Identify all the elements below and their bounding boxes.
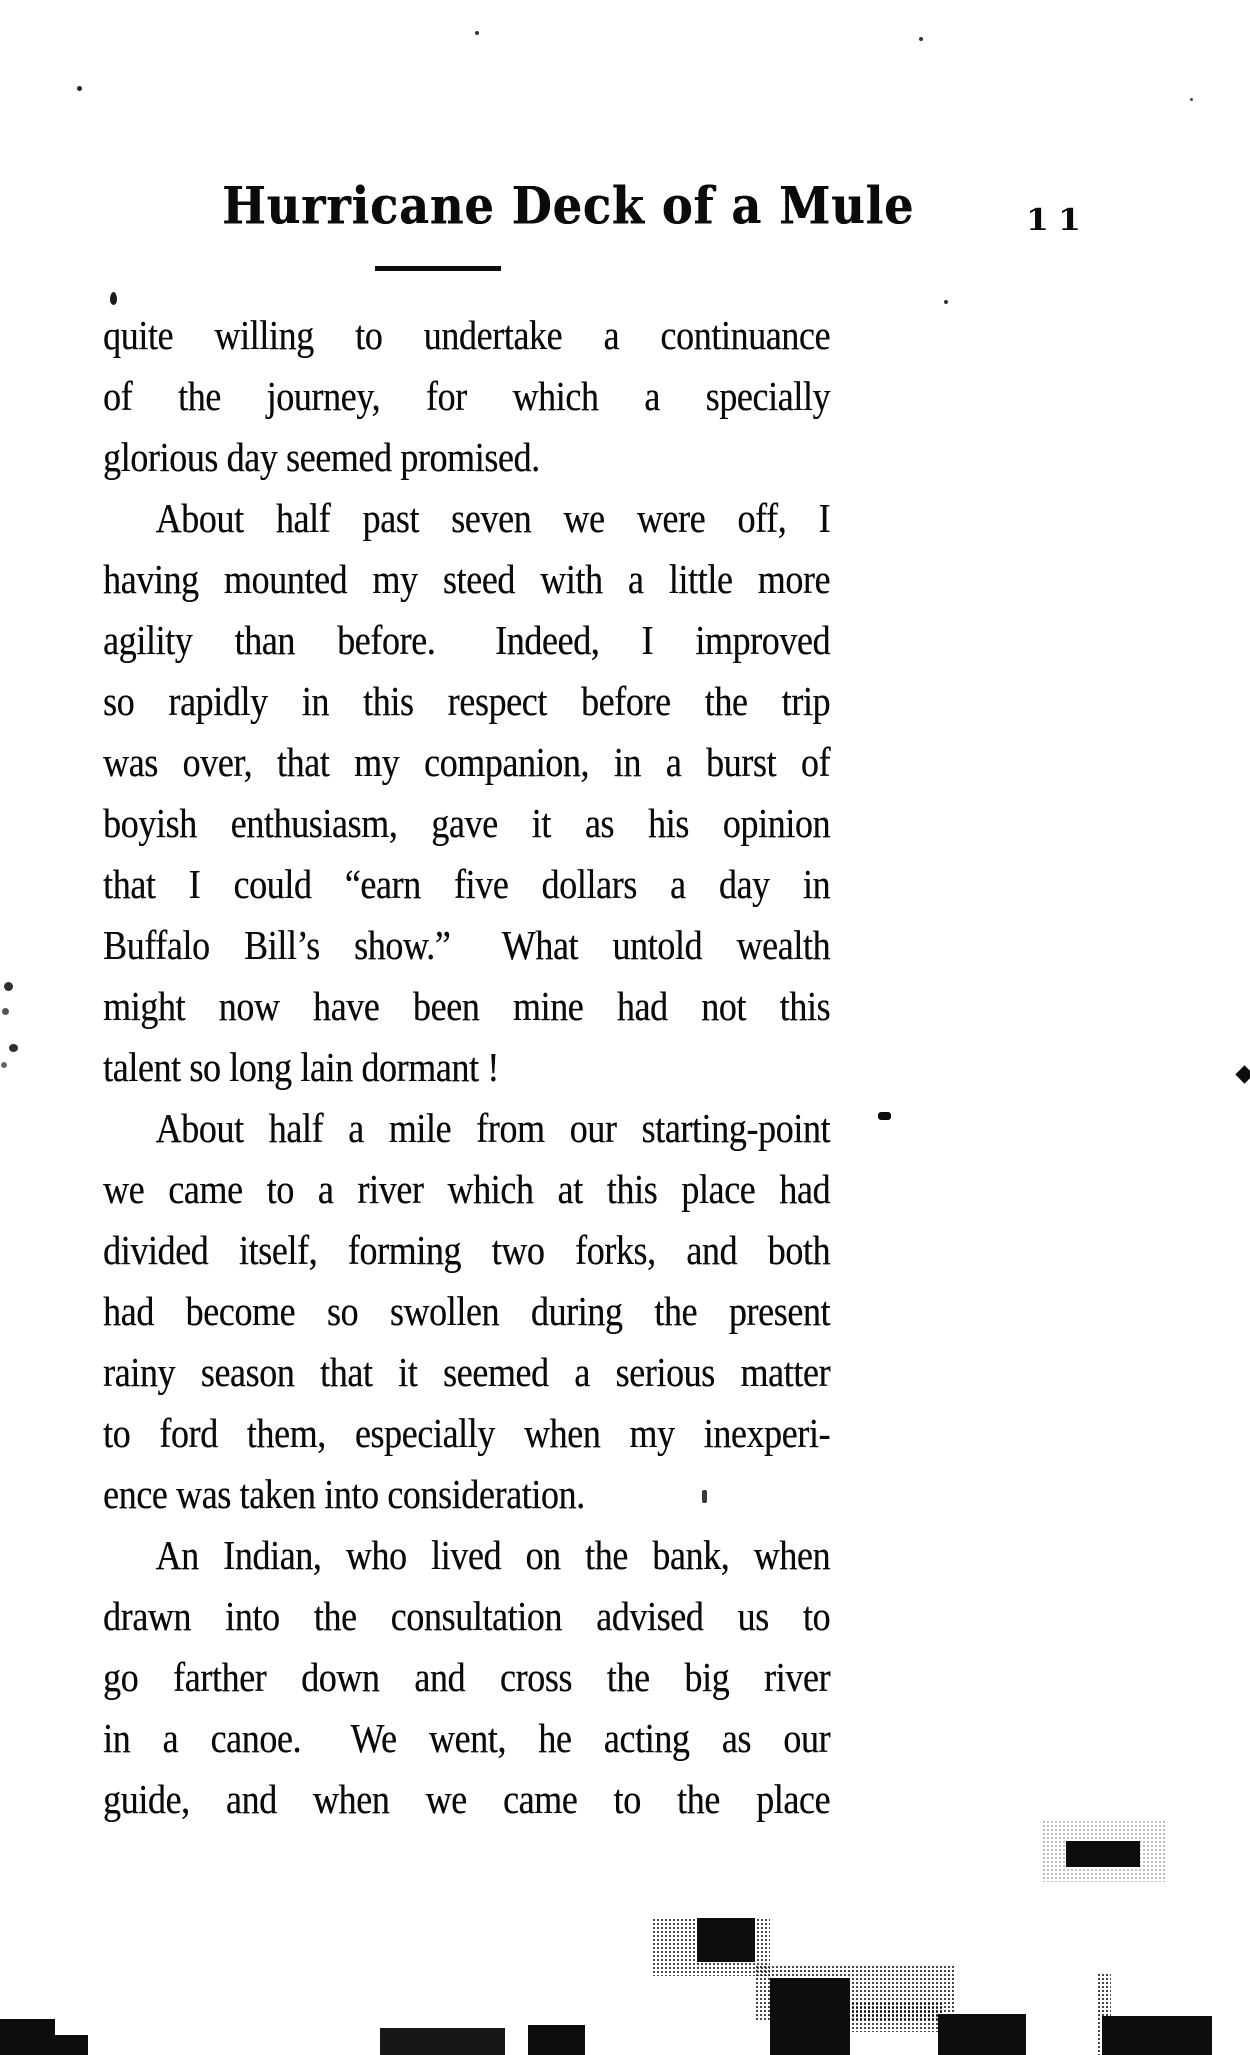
text-line: was over, that my companion, in a burst of bbox=[103, 739, 831, 785]
text-line: agility than before. Indeed, I improved bbox=[103, 617, 831, 663]
ink-blotch bbox=[1102, 2016, 1212, 2055]
ink-blotch bbox=[528, 2025, 585, 2055]
text-line: guide, and when we came to the place bbox=[103, 1776, 831, 1822]
margin-smudge bbox=[9, 1044, 18, 1052]
running-header-title: Hurricane Deck of a Mule bbox=[222, 176, 915, 237]
margin-diamond-mark bbox=[1235, 1065, 1250, 1083]
text-line: in a canoe. We went, he acting as our bbox=[103, 1715, 831, 1761]
scan-noise-mark bbox=[110, 292, 117, 305]
page-text-block bbox=[103, 305, 830, 1830]
text-line: had become so swollen during the present bbox=[103, 1288, 831, 1334]
text-line: An Indian, who lived on the bank, when bbox=[155, 1532, 831, 1578]
text-line: talent so long lain dormant ! bbox=[103, 1044, 499, 1090]
ink-blotch-corner bbox=[0, 2035, 88, 2055]
margin-smudge bbox=[2, 1008, 9, 1015]
text-line: go farther down and cross the big river bbox=[103, 1654, 831, 1700]
text-line: rainy season that it seemed a serious matter bbox=[103, 1349, 831, 1395]
text-line: we came to a river which at this place had bbox=[103, 1166, 831, 1212]
text-line: glorious day seemed promised. bbox=[103, 434, 540, 480]
ink-blotch bbox=[380, 2028, 505, 2055]
text-line: to ford them, especially when my inexperi- bbox=[103, 1410, 831, 1456]
page-number: 11 bbox=[1026, 201, 1090, 238]
text-line: might now have been mine had not this bbox=[103, 983, 831, 1029]
header-rule bbox=[375, 266, 501, 271]
text-line: boyish enthusiasm, gave it as his opinion bbox=[103, 800, 831, 846]
text-line: divided itself, forming two forks, and both bbox=[103, 1227, 831, 1273]
text-line: so rapidly in this respect before the trip bbox=[103, 678, 831, 724]
scan-noise-dot bbox=[77, 86, 82, 91]
ink-blotch bbox=[938, 2014, 1026, 2055]
ink-blotch bbox=[697, 1918, 755, 1962]
scan-noise-dot bbox=[475, 31, 479, 35]
scan-noise-dot bbox=[919, 37, 923, 41]
margin-smudge bbox=[1, 1062, 7, 1068]
text-line: drawn into the consultation advised us to bbox=[103, 1593, 831, 1639]
text-line: that I could “earn five dollars a day in bbox=[103, 861, 831, 907]
text-line: About half past seven we were off, I bbox=[155, 495, 831, 541]
scan-noise-dot bbox=[1190, 98, 1193, 101]
text-line: Buffalo Bill’s show.” What untold wealth bbox=[103, 922, 831, 968]
ink-smudge bbox=[843, 2002, 943, 2032]
text-line: of the journey, for which a specially bbox=[103, 373, 831, 419]
text-line: About half a mile from our starting-point bbox=[155, 1105, 831, 1151]
margin-smudge bbox=[878, 1112, 891, 1120]
margin-smudge bbox=[4, 982, 13, 991]
text-line: having mounted my steed with a little more bbox=[103, 556, 831, 602]
ink-blotch bbox=[770, 1978, 850, 2055]
scan-noise-mark bbox=[702, 1490, 707, 1503]
text-line: ence was taken into consideration. bbox=[103, 1471, 585, 1517]
ink-blotch bbox=[1066, 1841, 1140, 1867]
text-line: quite willing to undertake a continuance bbox=[103, 312, 831, 358]
scan-noise-dot bbox=[944, 300, 948, 304]
